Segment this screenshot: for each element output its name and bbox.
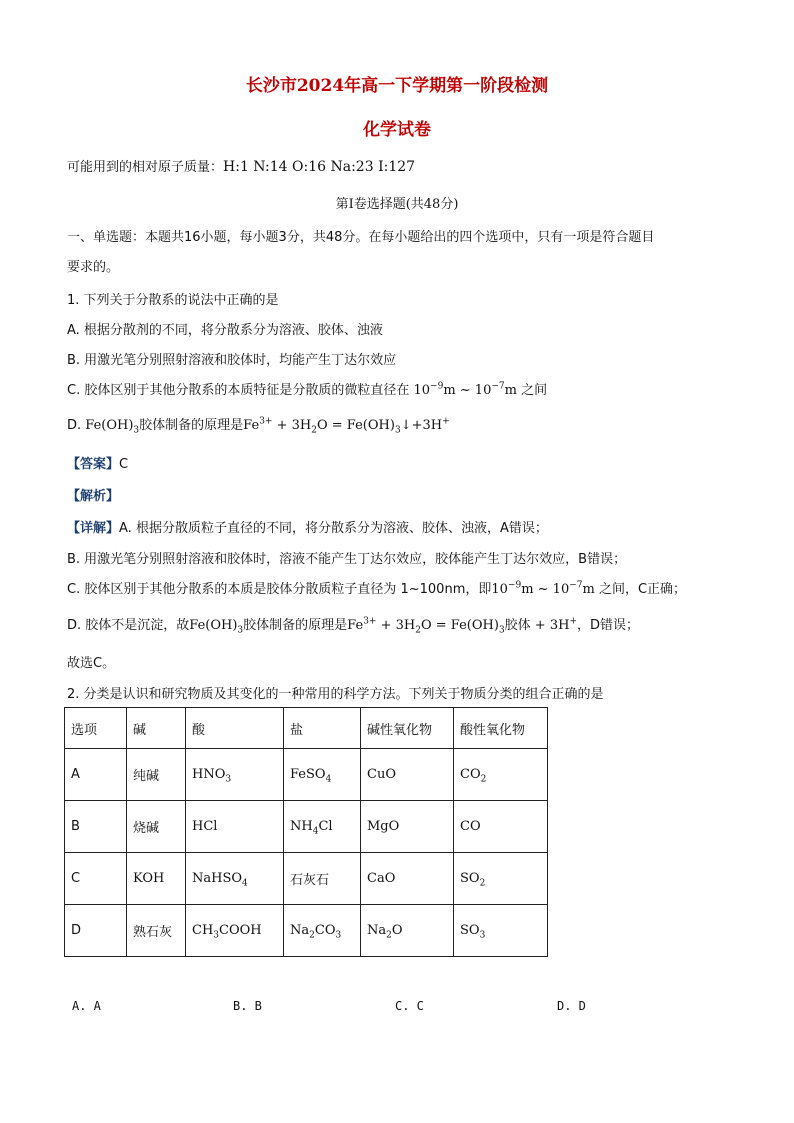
- explanation-a: [67, 517, 548, 536]
- table-cell: CuO: [361, 749, 454, 801]
- header-cell: 盐: [284, 708, 361, 749]
- explanation-d-end: ，D错误；: [576, 618, 639, 633]
- detail-label: 【详解】: [67, 521, 120, 536]
- explanation-c-text: C. 胶体区别于其他分散系的本质是胶体分散质粒子直径为 1~100nm，即: [67, 582, 492, 597]
- answer-label: 【答案】: [67, 457, 120, 472]
- q2-classification-table: [64, 707, 548, 957]
- q1-option-d-text: 胶体制备的原理是: [139, 418, 244, 433]
- header-cell: 酸性氧化物: [454, 708, 548, 749]
- table-cell: CO: [454, 801, 548, 853]
- q1-option-d-label: D.: [67, 418, 86, 433]
- analysis-label: 【解析】: [67, 489, 120, 504]
- table-row: [65, 905, 548, 957]
- q2-choice-a: A. A: [72, 999, 101, 1013]
- explanation-d: D. 胶体不是沉淀，故$Fe(OH)_3$胶体制备的原理是$Fe^{3+} + 3H_2O = Fe(OH)_3$胶体 + 3H+，D错误；: [67, 616, 639, 636]
- table-cell: $NH_4Cl$: [284, 801, 361, 853]
- q2-stem: 2. 分类是认识和研究物质及其变化的一种常用的科学方法。下列关于物质分类的组合正确的是: [67, 687, 604, 702]
- table-cell: $CH_3COOH$: [186, 905, 284, 957]
- table-cell: $CO_2$: [454, 749, 548, 801]
- q1-option-c-end: 之间: [521, 383, 548, 398]
- table-cell: KOH: [127, 853, 186, 905]
- q1-option-b: B. 用激光笔分别照射溶液和胶体时，均能产生丁达尔效应: [67, 353, 397, 368]
- table-cell: HCl: [186, 801, 284, 853]
- table-cell: NaHSO$_4$: [186, 853, 284, 905]
- table-row: [65, 801, 548, 853]
- q2-choice-d: D. D: [557, 999, 586, 1013]
- explanation-d-mid: 胶体制备的原理是: [243, 618, 348, 633]
- instructions-line1: 一、单选题：本题共16小题，每小题3分，共48分。在每小题给出的四个选项中，只有一项是符合题目: [67, 230, 655, 245]
- answer-value: C: [119, 457, 129, 472]
- explanation-conclusion: 故选C。: [67, 656, 116, 671]
- table-cell: A: [65, 749, 127, 801]
- atomic-mass-label: 可能用到的相对原子质量：: [67, 160, 224, 175]
- table-row: [65, 853, 548, 905]
- header-cell: 酸: [186, 708, 284, 749]
- q1-option-a: A. 根据分散剂的不同，将分散系分为溶液、胶体、浊液: [67, 323, 383, 338]
- table-cell: 石灰石: [284, 853, 361, 905]
- explanation-c: C. 胶体区别于其他分散系的本质是胶体分散质粒子直径为 1~100nm，即$10^{-9}m$ ~ $10^{-7}m$ 之间，C正确；: [67, 580, 687, 597]
- explanation-c-end: 之间，C正确；: [598, 582, 687, 597]
- section-title: 第Ⅰ卷选择题(共48分): [335, 197, 459, 212]
- table-cell: $Na_2O$: [361, 905, 454, 957]
- answer-line: [67, 453, 128, 472]
- table-cell: MgO: [361, 801, 454, 853]
- explanation-b: B. 用激光笔分别照射溶液和胶体时，溶液不能产生丁达尔效应，胶体能产生丁达尔效应，B错误；: [67, 552, 627, 567]
- exam-title: 长沙市2024年高一下学期第一阶段检测: [245, 76, 549, 96]
- table-cell: $HNO_3$: [186, 749, 284, 801]
- header-cell: 选项: [65, 708, 127, 749]
- atomic-mass-line: [67, 156, 415, 175]
- table-cell: D: [65, 905, 127, 957]
- table-cell: B: [65, 801, 127, 853]
- table-row: [65, 749, 548, 801]
- instructions-line2: 要求的。: [67, 260, 120, 275]
- table-cell: CaO: [361, 853, 454, 905]
- table-cell: FeSO$_4$: [284, 749, 361, 801]
- table-cell: $Na_2CO_3$: [284, 905, 361, 957]
- atomic-mass-values: H:1 N:14 O:16 Na:23 I:127: [223, 159, 416, 175]
- q1-option-d: D. $Fe(OH)_3$胶体制备的原理是$Fe^{3+} + 3H_2O$ = $Fe(OH)_3↓+3H^+$: [67, 416, 450, 436]
- exam-subject: 化学试卷: [363, 120, 431, 140]
- table-cell: 熟石灰: [127, 905, 186, 957]
- explanation-a-text: A. 根据分散质粒子直径的不同，将分散系分为溶液、胶体、浊液，A错误；: [119, 521, 548, 536]
- q1-stem: 1. 下列关于分散系的说法中正确的是: [67, 293, 279, 308]
- q2-choice-b: B. B: [233, 999, 262, 1013]
- q1-option-c-text: C. 胶体区别于其他分散系的本质特征是分散质的微粒直径在: [67, 383, 410, 398]
- header-cell: 碱性氧化物: [361, 708, 454, 749]
- table-cell: 烧碱: [127, 801, 186, 853]
- header-cell: 碱: [127, 708, 186, 749]
- table-cell: $SO_3$: [454, 905, 548, 957]
- q1-option-c: C. 胶体区别于其他分散系的本质特征是分散质的微粒直径在 $10^{-9}m$ ~ $10^{-7}m$ 之间: [67, 381, 548, 398]
- table-header-row: [65, 708, 548, 749]
- table-cell: C: [65, 853, 127, 905]
- table-cell: 纯碱: [127, 749, 186, 801]
- explanation-d-text: D. 胶体不是沉淀，故: [67, 618, 190, 633]
- table-cell: $SO_2$: [454, 853, 548, 905]
- q2-choice-c: C. C: [395, 999, 424, 1013]
